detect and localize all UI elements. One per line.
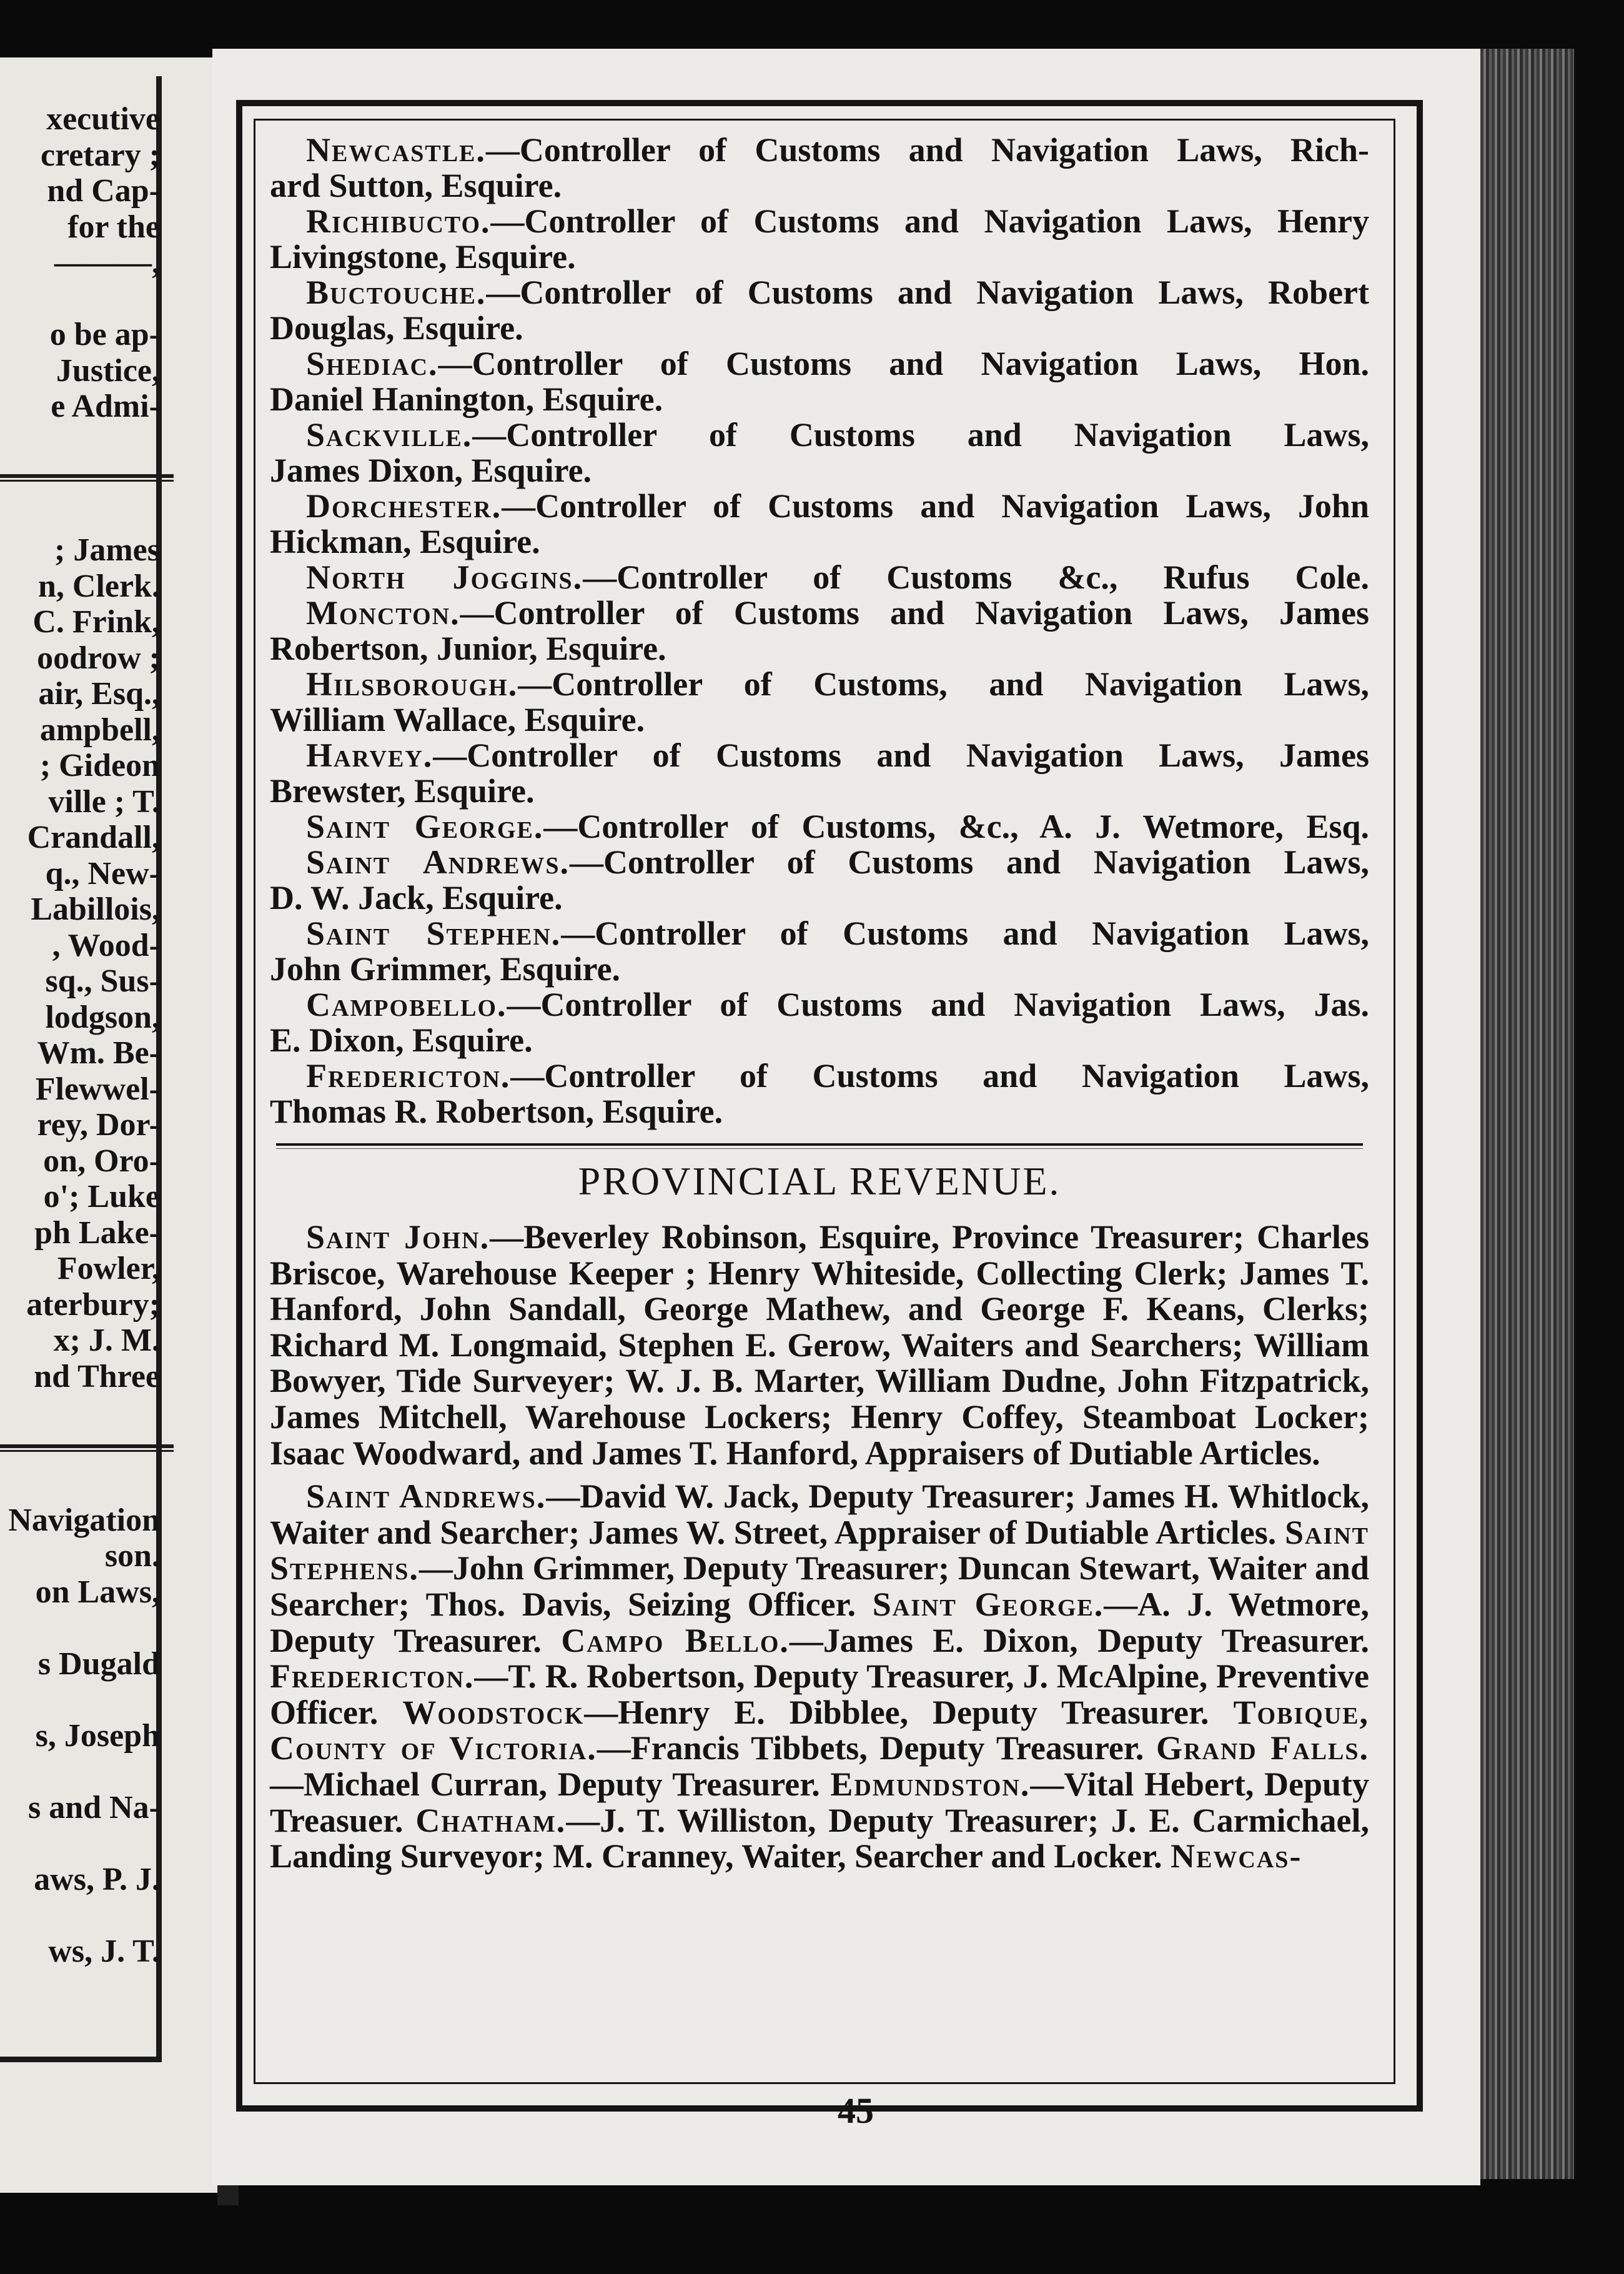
customs-entry-continuation: Brewster, Esquire. <box>270 772 535 810</box>
revenue-place: Chatham. <box>415 1801 567 1839</box>
previous-page-line: on Laws, <box>35 1574 160 1610</box>
customs-entry-first-line <box>270 845 1369 880</box>
customs-entry <box>270 132 1369 204</box>
revenue-text: —A. J. Wetmore, Deputy Treasurer. <box>270 1585 1369 1659</box>
revenue-text: —James E. Dixon, Deputy Treasurer. <box>789 1621 1369 1659</box>
customs-entry-text: —Controller of Customs and Navigation Laws, James <box>460 594 1369 632</box>
customs-entry-text: —Controller of Customs and Navigation Laws, <box>472 416 1369 454</box>
previous-page-line: ws, J. T. <box>48 1933 160 1969</box>
customs-entry-place: Buctouche. <box>306 274 487 311</box>
customs-entry-place: Saint George. <box>306 808 544 845</box>
previous-page-line: n, Clerk. <box>38 568 160 604</box>
revenue-place: Campo Bello. <box>561 1621 790 1659</box>
previous-page-line: son. <box>104 1538 160 1574</box>
customs-entry-place: Campobello. <box>306 986 507 1023</box>
customs-entry-first-line <box>270 275 1369 310</box>
page-edges <box>1480 49 1574 2179</box>
customs-entry <box>270 987 1369 1058</box>
revenue-text: —Henry E. Dibblee, Deputy Treasurer. <box>584 1693 1209 1731</box>
previous-page-line: Fowler, <box>57 1251 160 1286</box>
customs-entry-place: Shediac. <box>306 345 438 382</box>
previous-page-gap <box>0 281 160 317</box>
previous-page-line: ampbell, <box>39 712 160 748</box>
previous-page-line: o'; Luke <box>43 1179 160 1214</box>
customs-entry-first-line <box>270 560 1369 595</box>
revenue-text: —David W. Jack, Deputy Treasurer; James H. Whitlock, Waiter and Searcher; James W. Street, Appraiser of Dutiable Articles. <box>270 1477 1370 1551</box>
customs-entry-first-line <box>270 667 1369 702</box>
previous-page-line: cretary ; <box>40 137 160 173</box>
previous-page-line: Justice, <box>56 352 160 389</box>
previous-page-line: e Admi- <box>51 389 160 424</box>
revenue-text: —Francis Tibbets, Deputy Treasurer. <box>597 1729 1144 1767</box>
customs-entry-continuation: Daniel Hanington, Esquire. <box>270 380 663 418</box>
customs-entry <box>270 346 1369 417</box>
previous-page-line: Labillois, <box>31 891 160 927</box>
customs-entry-continuation: Livingstone, Esquire. <box>270 238 576 276</box>
customs-entry-first-line <box>270 204 1369 239</box>
page-number: 45 <box>838 2090 874 2131</box>
previous-page-line: for the <box>67 209 160 245</box>
customs-entry-place: Saint Stephen. <box>306 915 562 952</box>
previous-page-rule <box>0 460 160 497</box>
previous-page-line: aterbury; <box>26 1286 160 1323</box>
revenue-text: —Vital Hebert, Deputy Treasuer. <box>270 1765 1369 1839</box>
revenue-place: Saint George. <box>872 1585 1104 1623</box>
customs-entry-continuation: E. Dixon, Esquire. <box>270 1021 533 1059</box>
previous-page-line: x; J. M. <box>53 1323 160 1358</box>
customs-entry-first-line <box>270 489 1369 524</box>
previous-page-gap <box>0 425 160 461</box>
customs-entry-first-line <box>270 346 1369 382</box>
customs-entry-text: —Controller of Customs and Navigation Laws, <box>561 915 1369 952</box>
previous-page-line: lodgson, <box>45 999 160 1035</box>
customs-entry-first-line <box>270 595 1369 631</box>
customs-entry-text: —Controller of Customs and Navigation Laws, Robert <box>486 274 1369 311</box>
revenue-text: —Michael Curran, Deputy Treasurer. <box>270 1765 820 1803</box>
customs-entry-first-line <box>270 809 1369 845</box>
customs-entry-continuation: Hickman, Esquire. <box>270 523 540 560</box>
previous-page-line: ville ; T. <box>48 783 160 820</box>
customs-entry-continuation: James Dixon, Esquire. <box>270 452 592 489</box>
previous-page-rule <box>0 1431 160 1467</box>
previous-page-gap <box>0 1394 160 1431</box>
previous-page-line: xecutive <box>46 101 160 137</box>
previous-page-line: s, Joseph <box>35 1717 160 1754</box>
revenue-place: Edmundston. <box>830 1765 1031 1803</box>
revenue-text: —T. R. Robertson, Deputy Treasurer, J. McAlpine, Preventive Officer. <box>270 1657 1369 1731</box>
revenue-place: Newcas- <box>1171 1837 1302 1875</box>
customs-entry-text: —Controller of Customs and Navigation Laws, Jas. <box>507 986 1369 1023</box>
previous-page-line: oodrow ; <box>37 640 160 676</box>
customs-entry-first-line <box>270 132 1369 168</box>
customs-entry-text: —Controller of Customs and Navigation Laws, Hon. <box>438 345 1369 382</box>
revenue-paragraph <box>270 1219 1369 1471</box>
previous-page-gap <box>0 1825 160 1862</box>
customs-entry-text: —Controller of Customs and Navigation Laws, Henry <box>490 202 1369 240</box>
customs-entry-place: North Joggins. <box>306 559 583 596</box>
revenue-text: —John Grimmer, Deputy Treasurer; Duncan Stewart, Waiter and Searcher; Thos. Davis, Seizing Officer. <box>270 1549 1369 1623</box>
customs-entry-text: —Controller of Customs &c., Rufus Cole. <box>583 559 1370 596</box>
customs-entry-continuation: Robertson, Junior, Esquire. <box>270 630 666 667</box>
previous-page-gap <box>0 1466 160 1502</box>
customs-entry <box>270 275 1369 346</box>
customs-entry <box>270 845 1369 916</box>
previous-page-gap <box>0 1897 160 1934</box>
section-divider <box>276 1143 1363 1152</box>
customs-entry-first-line <box>270 987 1369 1023</box>
customs-entry-first-line <box>270 916 1369 951</box>
previous-page-gap <box>0 497 160 533</box>
previous-page-line: o be ap- <box>49 317 160 352</box>
customs-entry-place: Saint Andrews. <box>306 843 570 881</box>
revenue-text: —Beverley Robinson, Esquire, Province Treasurer; Charles Briscoe, Warehouse Keeper ; Henry Whiteside, Collecting Clerk; James T. Hanford, John Sandall, George Mathew, and George F. Keans, Clerks; Richard M. Longmaid, Stephen E. Gerow, Waiters and Searchers; William Bowyer, Tide Surveyer; W. J. B. Marter, William Dudne, John Fitzpatrick, James Mitchell, Warehouse Lockers; Henry Coffey, Steamboat Locker; Isaac Woodward, and James T. Hanford, Appraisers of Dutiable Articles. <box>270 1218 1370 1472</box>
previous-page-gap <box>0 1754 160 1790</box>
previous-page-line: C. Frink, <box>32 604 160 640</box>
previous-page-text <box>0 101 160 1969</box>
customs-entry-first-line <box>270 1058 1369 1094</box>
customs-entry-text: —Controller of Customs and Navigation Laws, James <box>433 737 1369 774</box>
previous-page-line: s Dugald <box>37 1646 160 1682</box>
customs-entry-first-line <box>270 417 1369 453</box>
revenue-place: Saint John. <box>306 1218 490 1256</box>
customs-entry <box>270 916 1369 987</box>
revenue-place: Tobique, County of Victoria. <box>270 1693 1370 1767</box>
customs-entry-place: Fredericton. <box>306 1057 511 1095</box>
section-title: PROVINCIAL REVENUE. <box>578 1159 1061 1203</box>
customs-controllers-list <box>270 132 1369 1130</box>
customs-entry <box>270 560 1369 595</box>
previous-page-line: Crandall, <box>27 820 160 855</box>
previous-page-gap <box>0 1610 160 1646</box>
customs-entry-text: —Controller of Customs and Navigation Laws, Rich- <box>485 131 1369 169</box>
customs-entry-continuation: Thomas R. Robertson, Esquire. <box>270 1093 723 1130</box>
customs-entry <box>270 204 1369 275</box>
previous-page-line: ———, <box>54 245 160 281</box>
revenue-place: Saint Andrews. <box>306 1477 547 1516</box>
customs-entry <box>270 809 1369 845</box>
customs-entry-continuation: John Grimmer, Esquire. <box>270 950 621 988</box>
previous-page-line: Navigation <box>8 1502 160 1538</box>
previous-page-line: nd Three <box>34 1358 160 1394</box>
customs-entry-place: Newcastle. <box>306 131 486 169</box>
customs-entry <box>270 595 1369 667</box>
customs-entry-place: Harvey. <box>306 737 433 774</box>
customs-entry-continuation: D. W. Jack, Esquire. <box>270 879 563 916</box>
revenue-place: Woodstock <box>402 1693 585 1731</box>
customs-entry-place: Richibucto. <box>306 202 491 240</box>
customs-entry-place: Moncton. <box>306 594 460 632</box>
customs-entry <box>270 738 1369 809</box>
previous-page-line: aws, P. J. <box>34 1861 160 1897</box>
page-content <box>270 132 1369 1882</box>
customs-entry-text: —Controller of Customs and Navigation Laws, <box>570 843 1369 881</box>
revenue-place: Saint Stephens. <box>270 1513 1370 1587</box>
customs-entry-place: Hilsborough. <box>306 665 518 703</box>
previous-page-line: s and Na- <box>28 1789 160 1825</box>
revenue-paragraph <box>270 1479 1369 1875</box>
previous-page-line: rey, Dor- <box>37 1107 160 1143</box>
customs-entry-continuation: Douglas, Esquire. <box>270 309 523 347</box>
previous-page-line: air, Esq., <box>38 676 160 712</box>
customs-entry-text: —Controller of Customs, &c., A. J. Wetmore, Esq. <box>543 808 1369 845</box>
revenue-place: Fredericton. <box>270 1657 475 1696</box>
customs-entry-place: Sackville. <box>306 416 473 454</box>
previous-page-line: sq., Sus- <box>45 963 160 999</box>
revenue-place: Grand Falls. <box>1156 1729 1370 1767</box>
previous-page-line: on, Oro- <box>43 1143 160 1179</box>
customs-entry-text: —Controller of Customs and Navigation Laws, John <box>502 487 1369 525</box>
customs-entry-continuation: William Wallace, Esquire. <box>270 701 645 738</box>
previous-page-line: Flewwel- <box>35 1071 160 1107</box>
customs-entry-text: —Controller of Customs, and Navigation Laws, <box>518 665 1369 703</box>
customs-entry <box>270 489 1369 560</box>
customs-entry <box>270 1058 1369 1130</box>
previous-page-line: ph Lake- <box>34 1214 160 1251</box>
revenue-text: —J. T. Williston, Deputy Treasurer; J. E. Carmichael, Landing Surveyor; M. Cranney, Waiter, Searcher and Locker. <box>270 1801 1369 1875</box>
previous-page-line: , Wood- <box>52 927 160 963</box>
customs-entry-continuation: ard Sutton, Esquire. <box>270 167 562 204</box>
customs-entry-first-line <box>270 738 1369 773</box>
customs-entry-text: —Controller of Customs and Navigation Laws, <box>510 1057 1369 1095</box>
previous-page <box>0 57 217 2193</box>
previous-page-gap <box>0 1682 160 1718</box>
provincial-revenue-text <box>270 1219 1369 1875</box>
previous-page-line: ; James <box>54 532 160 568</box>
customs-entry-place: Dorchester. <box>306 487 502 525</box>
customs-entry <box>270 417 1369 489</box>
customs-entry <box>270 667 1369 738</box>
previous-page-line: ; Gideon <box>39 748 160 783</box>
previous-page-line: nd Cap- <box>47 173 160 209</box>
previous-page-line: q., New- <box>45 855 160 891</box>
previous-page-line: Wm. Be- <box>37 1035 160 1071</box>
